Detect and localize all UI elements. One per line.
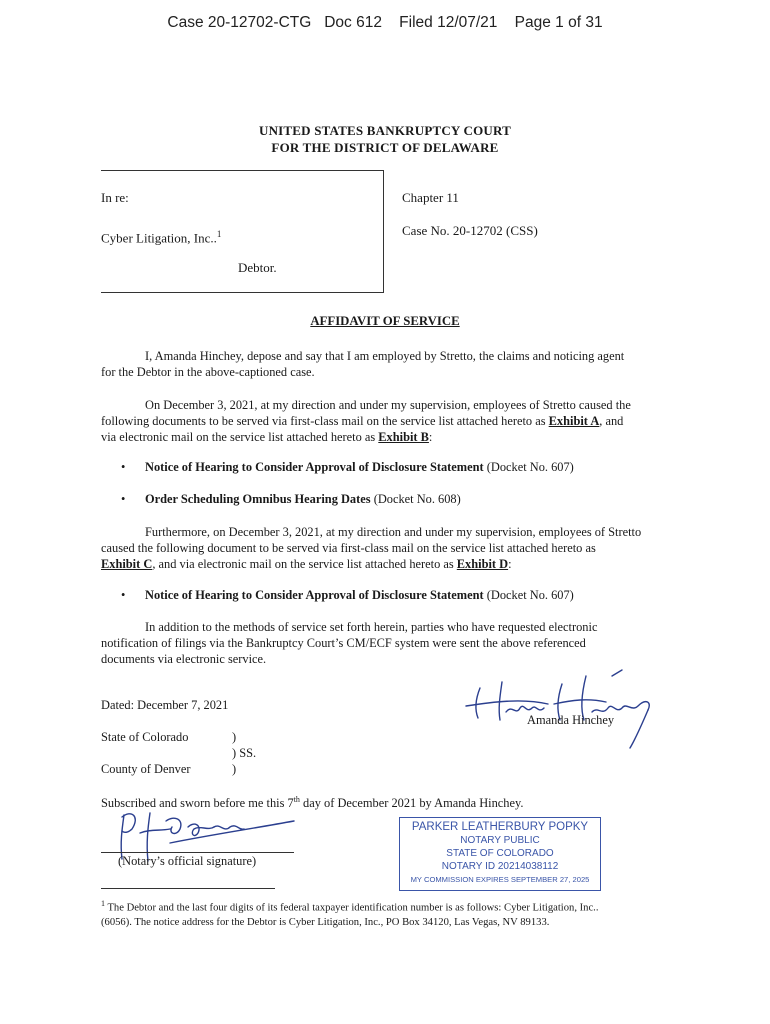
dated-line: Dated: December 7, 2021 [101, 698, 229, 712]
paragraph-employment: I, Amanda Hinchey, depose and say that I am employed by Stretto, the claims and noticing agent for the Debtor in the above-captioned case. [101, 349, 625, 379]
notary-stamp [399, 817, 601, 891]
filed-date-header: Filed 12/07/21 [399, 14, 498, 31]
stamp-state: STATE OF COLORADO [446, 848, 554, 859]
exhibit-c-ref: Exhibit C [101, 557, 153, 571]
signature-line [101, 852, 294, 853]
paragraph-service-furthermore: Furthermore, on December 3, 2021, at my direction and under my supervision, employees of Stretto caused the following document to be served via first-class mail on the service list attached hereto as Exhibit C, and via electronic mail on the service list attached hereto as Exhibit D: [101, 525, 642, 571]
case-number: Case No. 20-12702 (CSS) [402, 223, 538, 238]
debtor-label: Debtor. [238, 260, 277, 275]
jurat-line: Subscribed and sworn before me this 7th day of December 2021 by Amanda Hinchey. [101, 795, 524, 811]
list-item: • Order Scheduling Omnibus Hearing Dates (Docket No. 608) [121, 492, 461, 506]
filing-header [0, 14, 770, 32]
case-number-header: Case 20-12702-CTG [167, 14, 312, 31]
stamp-id: NOTARY ID 20214038112 [441, 861, 559, 872]
court-name: UNITED STATES BANKRUPTCY COURT [259, 123, 511, 138]
venue-paren: ) [232, 730, 237, 744]
footnote: $^1$ The Debtor and the last four digits of its federal taxpayer identification number is as follows: Cyber Litigation, Inc.. (6056). The notice address for the Debtor is Cyber Litigation, Inc., PO Box 34120, Las Vegas, NV 89133. [101, 899, 599, 928]
paragraph-service-dec3: On December 3, 2021, at my direction and under my supervision, employees of Stretto caused the following documents to be served via first-class mail on the service list attached hereto as Exhibit A, and via electronic mail on the service list attached hereto as Exhibit B: [101, 398, 631, 444]
list-item: • Notice of Hearing to Consider Approval of Disclosure Statement (Docket No. 607) [121, 460, 574, 474]
court-district: FOR THE DISTRICT OF DELAWARE [271, 140, 499, 155]
exhibit-a-ref: Exhibit A [548, 414, 600, 428]
notary-signature-label: (Notary’s official signature) [118, 854, 257, 868]
stamp-expiration: MY COMMISSION EXPIRES SEPTEMBER 27, 2025 [410, 875, 590, 884]
debtor-name: Cyber Litigation, Inc..$^1$ [101, 229, 222, 246]
venue-state: State of Colorado [101, 730, 189, 744]
footnote-reference: 1 [216, 229, 222, 239]
footnote-rule [101, 888, 275, 889]
stamp-name: PARKER LEATHERBURY POPKY [411, 821, 589, 833]
exhibit-b-ref: Exhibit B [378, 430, 429, 444]
chapter-label: Chapter 11 [402, 190, 459, 205]
in-re-label: In re: [101, 190, 129, 205]
venue-paren: ) [232, 762, 237, 776]
list-item: • Notice of Hearing to Consider Approval of Disclosure Statement (Docket No. 607) [121, 588, 574, 602]
doc-number-header: Doc 612 [324, 14, 382, 31]
paragraph-electronic-service: In addition to the methods of service set forth herein, parties who have requested electronic notification of filings via the Bankruptcy Court’s CM/ECF system were sent the above referenced documents via electronic service. [101, 620, 598, 666]
page-number-header: Page 1 of 31 [514, 14, 603, 31]
affiant-signature-icon [462, 668, 662, 750]
exhibit-d-ref: Exhibit D [456, 557, 509, 571]
document-title: AFFIDAVIT OF SERVICE [310, 314, 460, 328]
venue-county: County of Denver [101, 762, 191, 776]
venue-ss: ) SS. [232, 746, 257, 760]
stamp-title: NOTARY PUBLIC [460, 835, 540, 846]
signer-name: Amanda Hinchey [527, 713, 615, 727]
